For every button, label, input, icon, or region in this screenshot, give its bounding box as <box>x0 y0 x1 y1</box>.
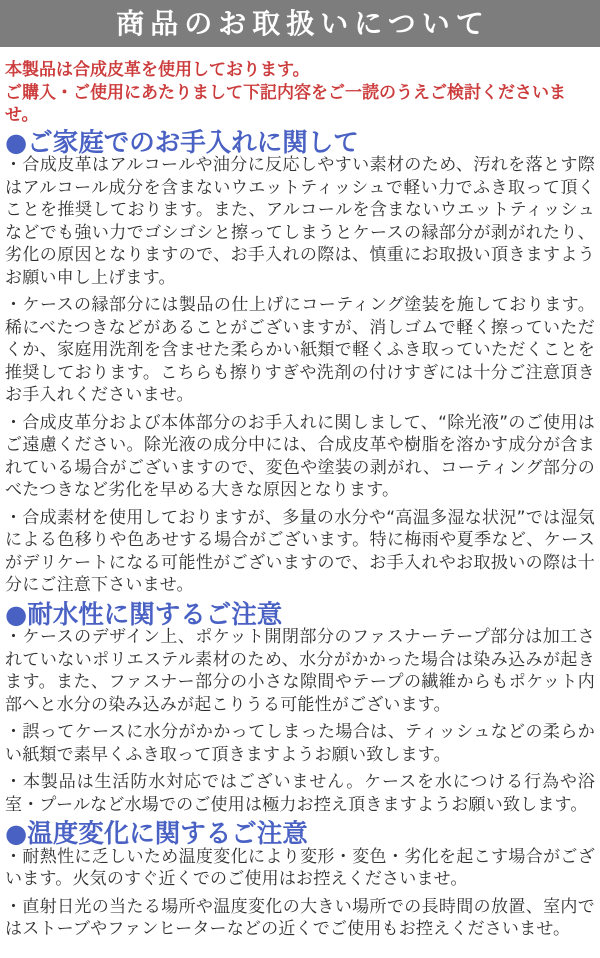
warning-line-2: ご購入・ご使用にあたりまして下記内容をご一読のうえご検討くださいませ。 <box>5 82 566 125</box>
care-paragraph: ・合成皮革はアルコールや油分に反応しやすい素材のため、汚れを落とす際はアルコール成分を含まないウエットティッシュで軽い力でふき取って頂くことを推奨しております。また、アルコールを含まないウエットティッシュなどでも強い力でゴシゴシと擦ってしまうとケースの縁部分が剥がれたり、劣化の原因となりますので、お手入れの際は、慎重にお取扱い頂きますようお願い申し上げます。 <box>5 155 595 288</box>
care-paragraph: ・合成素材を使用しておりますが、多量の水分や“高温多湿な状況”では湿気による色移りや色あせする場合がございます。特に梅雨や夏季など、ケースがデリケートになる可能性がございますので、お手入れやお取扱いの際は十分にご注意下さいませ。 <box>5 507 595 595</box>
care-paragraph: ・ケースのデザイン上、ポケット開閉部分のファスナーテープ部分は加工されていないポリエステル素材のため、水分がかかった場合は染み込みが起きます。また、ファスナー部分の小さな隙間やテープの繊維からもポケット内部へと水分の染み込みが起こりうる可能性がございます。 <box>5 627 595 715</box>
page-title: 商品のお取扱いについて <box>116 6 490 40</box>
section-bullet-icon: ● <box>5 599 28 630</box>
section-heading-text: 耐水性に関するご注意 <box>27 599 283 630</box>
section-water-resistance <box>5 599 595 817</box>
section-heading-text: 温度変化に関するご注意 <box>27 819 308 849</box>
section-heading-temperature-change <box>5 819 595 849</box>
section-bullet-icon: ● <box>5 819 28 849</box>
section-heading-home-care <box>5 127 595 158</box>
section-temperature-change <box>5 819 595 941</box>
care-paragraph: ・耐熱性に乏しいため温度変化により変形・変色・劣化を起こす場合がございます。火気のすぐ近くでのご使用はお控えくださいませ。 <box>5 846 595 889</box>
page-header <box>0 0 600 47</box>
care-paragraph: ・ケースの縁部分には製品の仕上げにコーティング塗装を施しております。稀にべたつきなどがあることがございますが、消しゴムで軽く擦っていただくか、家庭用洗剤を含ませた柔らかい紙類で軽くふき取っていただくことを推奨しております。こちらも擦りすぎや洗剤の付けすぎには十分ご注意頂きお手入れくださいませ。 <box>5 295 595 405</box>
care-paragraph: ・直射日光の当たる場所や温度変化の大きい場所での長時間の放置、室内ではストーブやファンヒーターなどの近くでご使用もお控えくださいませ。 <box>5 896 595 939</box>
warning-intro <box>5 59 595 127</box>
care-paragraph: ・本製品は生活防水対応ではございません。ケースを水につける行為や浴室・プールなど水場でのご使用は極力お控え頂きますようお願い致します。 <box>5 772 595 815</box>
section-heading-water-resistance <box>5 599 595 630</box>
care-paragraph: ・合成皮革分および本体部分のお手入れに関しまして、“除光液”のご使用はご遠慮ください。除光液の成分中には、合成皮革や樹脂を溶かす成分が含まれている場合がございますので、変色や塗装の剥がれ、コーティング部分のべたつきなど劣化を早める大きな原因となります。 <box>5 412 595 500</box>
section-home-care <box>5 127 595 597</box>
care-paragraph: ・誤ってケースに水分がかかってしまった場合は、ティッシュなどの柔らかい紙類で素早くふき取って頂きますようお願い致します。 <box>5 722 595 765</box>
section-heading-text: ご家庭でのお手入れに関して <box>27 127 359 158</box>
warning-line-1: 本製品は合成皮革を使用しております。 <box>5 60 310 80</box>
section-bullet-icon: ● <box>5 127 28 158</box>
care-instructions-content <box>0 47 600 958</box>
